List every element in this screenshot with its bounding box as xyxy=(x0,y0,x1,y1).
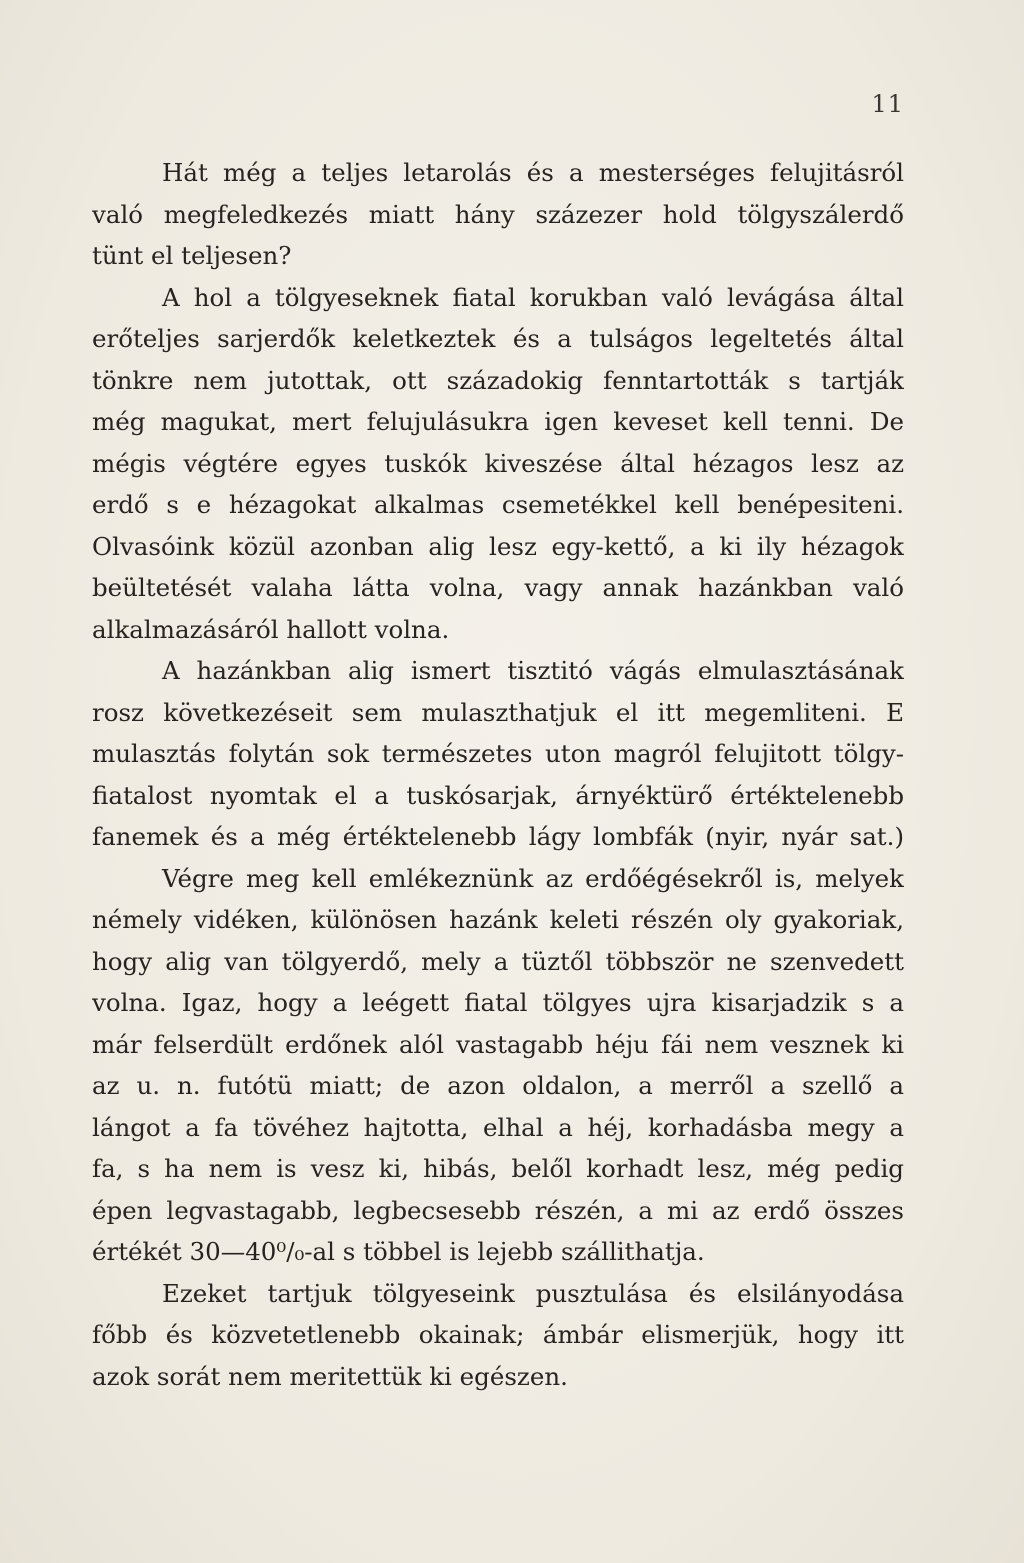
text-line: értékét 30—40⁰/₀-al s többel is lejebb szállithatja. xyxy=(92,1237,705,1266)
body-text xyxy=(92,152,904,1397)
text-line: még magukat, mert felujulásukra igen keveset kell tenni. De xyxy=(92,407,904,436)
text-line: lángot a fa tövéhez hajtotta, elhal a héj, korhadásba megy a xyxy=(92,1112,904,1142)
text-line: Végre meg kell emlékeznünk az erdőégésekről is, melyek xyxy=(162,863,904,893)
paragraph-1 xyxy=(92,152,904,277)
text-line: hogy alig van tölgyerdő, mely a tüztől többször ne szenvedett xyxy=(92,946,904,976)
text-line: alkalmazásáról hallott volna. xyxy=(92,614,450,644)
paragraph-5 xyxy=(92,1273,904,1398)
text-line: fanemek és a még értéktelenebb lágy lombfák (nyir, nyár sat.) xyxy=(92,822,904,851)
text-line: mulasztás folytán sok természetes uton magról felujitott tölgy- xyxy=(92,739,904,768)
text-line: fiatalost nyomtak el a tuskósarjak, árnyéktürő értéktelenebb xyxy=(92,780,904,810)
text-line: erdő s e hézagokat alkalmas csemetékkel kell benépesiteni. xyxy=(92,490,904,519)
text-line: Ezeket tartjuk tölgyeseink pusztulása és elsilányodása xyxy=(162,1278,904,1308)
text-line: erőteljes sarjerdők keletkeztek és a tulságos legeltetés által xyxy=(92,324,904,353)
text-line: Hát még a teljes letarolás és a mesterséges felujitásról xyxy=(162,158,904,187)
text-line: beültetését valaha látta volna, vagy annak hazánkban való xyxy=(92,573,904,602)
text-line: való megfeledkezés miatt hány százezer hold tölgyszálerdő xyxy=(92,199,904,229)
text-line: mégis végtére egyes tuskók kiveszése által hézagos lesz az xyxy=(92,448,904,478)
text-line: azok sorát nem meritettük ki egészen. xyxy=(92,1361,568,1391)
text-line: volna. Igaz, hogy a leégett fiatal tölgyes ujra kisarjadzik s a xyxy=(92,988,904,1017)
text-line: rosz következéseit sem mulaszthatjuk el itt megemliteni. E xyxy=(92,697,904,727)
page-number: 11 xyxy=(871,90,904,118)
text-line: főbb és közvetetlenebb okainak; ámbár elismerjük, hogy itt xyxy=(92,1320,904,1349)
text-line: már felserdült erdőnek alól vastagabb héju fái nem vesznek ki xyxy=(92,1029,904,1059)
text-line: A hol a tölgyeseknek fiatal korukban való levágása által xyxy=(162,282,904,312)
paragraph-3 xyxy=(92,650,904,858)
text-line: tönkre nem jutottak, ott századokig fenntartották s tartják xyxy=(92,365,904,395)
paragraph-2 xyxy=(92,277,904,651)
text-line: Olvasóink közül azonban alig lesz egy-kettő, a ki ily hézagok xyxy=(92,531,904,561)
text-line: fa, s ha nem is vesz ki, hibás, belől korhadt lesz, még pedig xyxy=(92,1154,904,1183)
text-line: az u. n. futótü miatt; de azon oldalon, a merről a szellő a xyxy=(92,1071,904,1100)
text-line: A hazánkban alig ismert tisztitó vágás elmulasztásának xyxy=(162,656,904,685)
text-line: tünt el teljesen? xyxy=(92,241,292,270)
text-line: épen legvastagabb, legbecsesebb részén, a mi az erdő összes xyxy=(92,1195,904,1225)
text-line: némely vidéken, különösen hazánk keleti részén oly gyakoriak, xyxy=(92,905,904,934)
paragraph-4 xyxy=(92,858,904,1273)
